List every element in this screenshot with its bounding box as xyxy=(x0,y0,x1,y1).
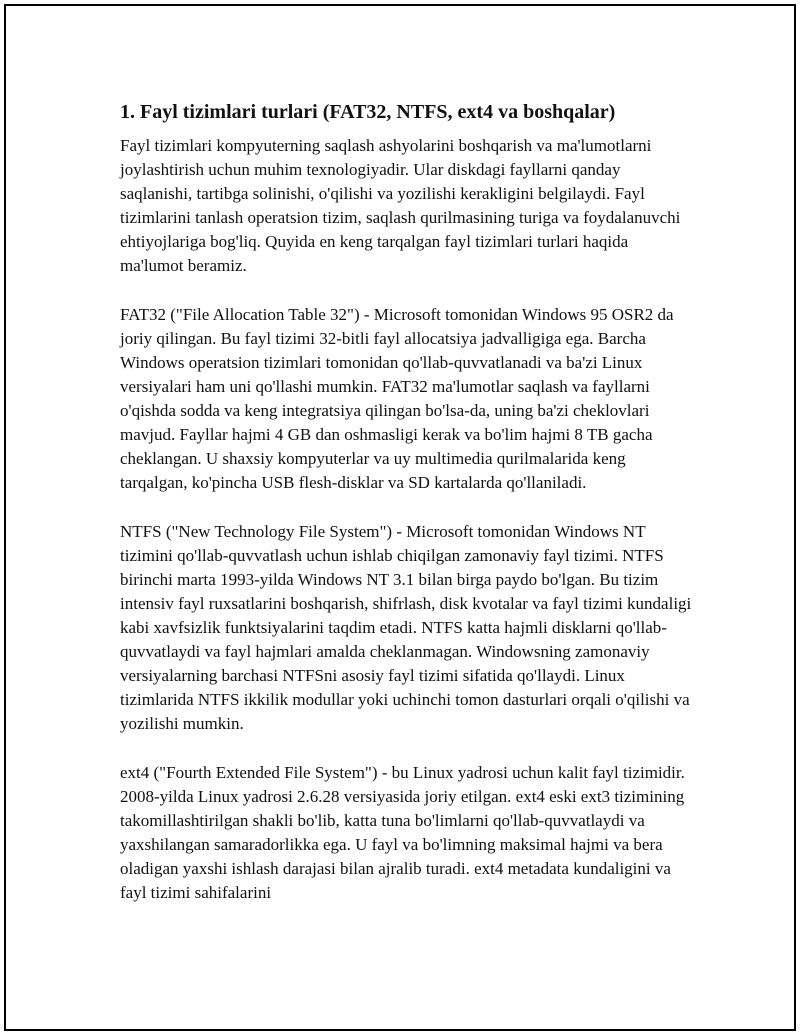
section-heading: 1. Fayl tizimlari turlari (FAT32, NTFS, ext4 va boshqalar) xyxy=(120,101,616,123)
paragraph-ntfs: NTFS ("New Technology File System") - Microsoft tomonidan Windows NT tizimini qo'llab-quvvatlash uchun ishlab chiqilgan zamonaviy fayl tizimi. NTFS birinchi marta 1993-yilda Windows NT 3.1 bilan birga paydo bo'lgan. Bu tizim intensiv fayl ruxsatlarini boshqarish, shifrlash, disk kvotalar va fayl tizimi kundaligi kabi xavfsizlik funktsiyalarini taqdim etadi. NTFS katta hajmli disklarni qo'llab-quvvatlaydi va fayl hajmlari amalda cheklanmagan. Windowsning zamonaviy versiyalarning barchasi NTFSni asosiy fayl tizimi sifatida qo'llaydi. Linux tizimlarida NTFS ikkilik modullar yoki uchinchi tomon dasturlari orqali o'qilishi va yozilishi mumkin. xyxy=(120,522,692,733)
paragraph-intro: Fayl tizimlari kompyuterning saqlash ashyolarini boshqarish va ma'lumotlarni joylashtirish uchun muhim texnologiyadir. Ular diskdagi fayllarni qanday saqlanishi, tartibga solinishi, o'qilishi va yozilishi kerakligini belgilaydi. Fayl tizimlarini tanlash operatsion tizim, saqlash qurilmasining turiga va foydalanuvchi ehtiyojlariga bog'liq. Quyida en keng tarqalgan fayl tizimlari turlari haqida ma'lumot beramiz. xyxy=(120,136,681,275)
page-frame xyxy=(4,4,796,1031)
paragraph-ext4: ext4 ("Fourth Extended File System") - bu Linux yadrosi uchun kalit fayl tizimidir. 2008-yilda Linux yadrosi 2.6.28 versiyasida joriy etilgan. ext4 eski ext3 tizimining takomillashtirilgan shakli bo'lib, katta tuna bo'limlarni qo'llab-quvvatlaydi va yaxshilangan samaradorlikka ega. U fayl va bo'limning maksimal hajmi va bera oladigan yaxshi ishlash darajasi bilan ajralib turadi. ext4 metadata kundaligini va fayl tizimi sahifalarini xyxy=(120,763,685,902)
paragraph-fat32: FAT32 ("File Allocation Table 32") - Microsoft tomonidan Windows 95 OSR2 da joriy qilingan. Bu fayl tizimi 32-bitli fayl allocatsiya jadvalligiga ega. Barcha Windows operatsion tizimlari tomonidan qo'llab-quvvatlanadi va ba'zi Linux versiyalari ham uni qo'llashi mumkin. FAT32 ma'lumotlar saqlash va fayllarni o'qishda sodda va keng integratsiya qilingan bo'lsa-da, uning ba'zi cheklovlari mavjud. Fayllar hajmi 4 GB dan oshmasligi kerak va bo'lim hajmi 8 TB gacha cheklangan. U shaxsiy kompyuterlar va uy multimedia qurilmalarida keng tarqalgan, ko'pincha USB flesh-disklar va SD kartalarda qo'llaniladi. xyxy=(120,305,674,492)
document-body xyxy=(120,99,692,905)
